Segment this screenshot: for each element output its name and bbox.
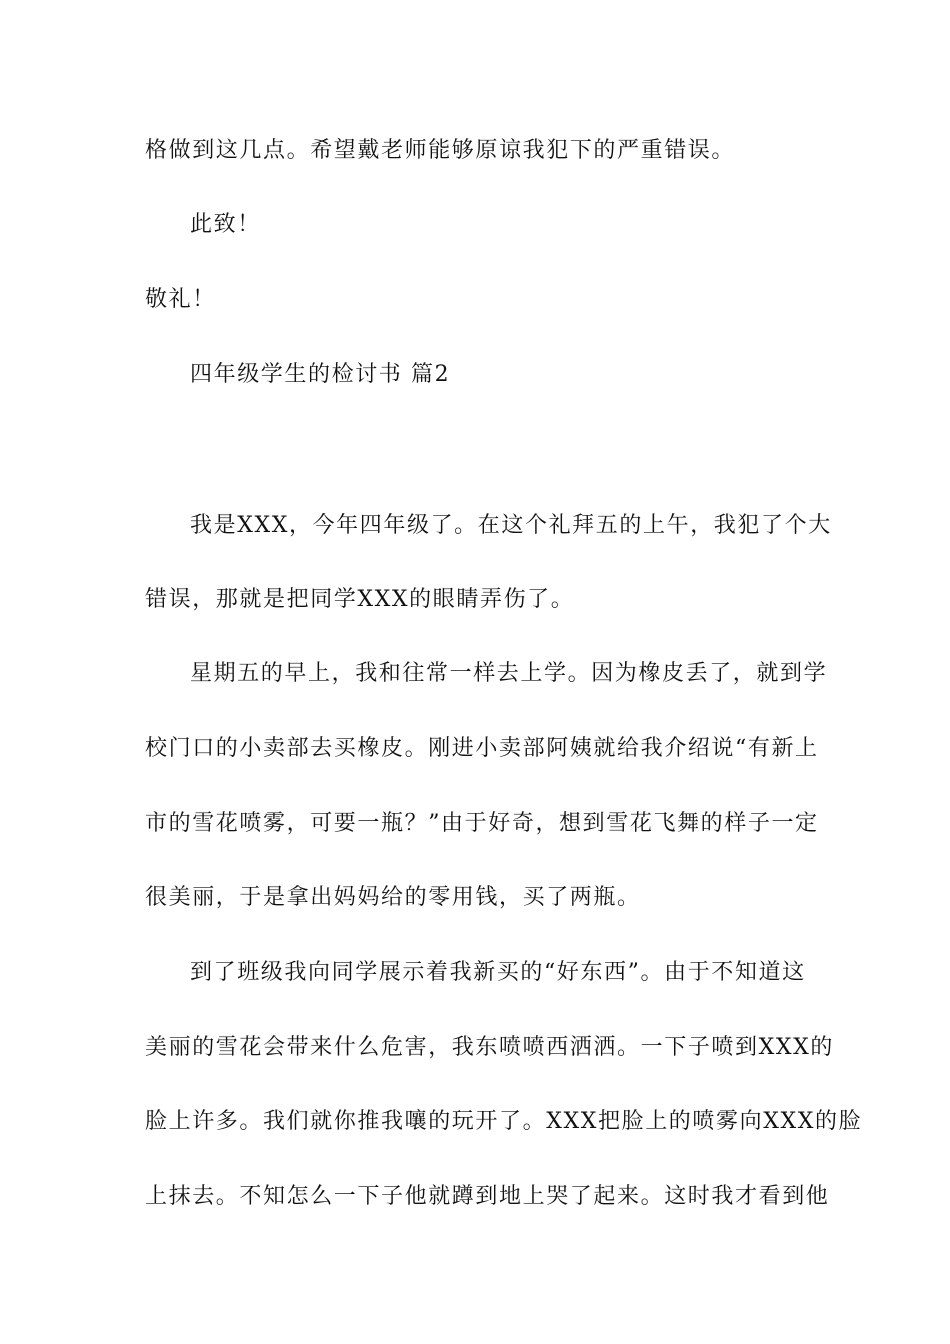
- text-line-closing-sentence: 格做到这几点。希望戴老师能够原谅我犯下的严重错误。: [145, 138, 736, 163]
- paragraph-3-line-4: 上抹去。不知怎么一下子他就蹲到地上哭了起来。这时我才看到他: [145, 1184, 830, 1209]
- paragraph-3-line-2: 美丽的雪花会带来什么危害，我东喷喷西洒洒。一下子喷到XXX的: [145, 1035, 834, 1060]
- paragraph-2-line-1: 星期五的早上，我和往常一样去上学。因为橡皮丢了，就到学: [190, 661, 828, 686]
- paragraph-2-line-4: 很美丽，于是拿出妈妈给的零用钱，买了两瓶。: [145, 885, 641, 910]
- paragraph-3-line-1: 到了班级我向同学展示着我新买的“好东西”。由于不知道这: [190, 960, 806, 985]
- text-line-regards: 敬礼！: [145, 287, 216, 312]
- section-heading: 四年级学生的检讨书 篇2: [190, 362, 451, 387]
- paragraph-3-line-3: 脸上许多。我们就你推我嚷的玩开了。XXX把脸上的喷雾向XXX的脸: [145, 1109, 863, 1134]
- paragraph-2-line-2: 校门口的小卖部去买橡皮。刚进小卖部阿姨就给我介绍说“有新上: [145, 736, 819, 761]
- text-line-salutation: 此致！: [190, 212, 261, 237]
- paragraph-1-line-1: 我是XXX，今年四年级了。在这个礼拜五的上午，我犯了个大: [190, 513, 832, 538]
- paragraph-1-line-2: 错误，那就是把同学XXX的眼睛弄伤了。: [145, 587, 575, 612]
- paragraph-2-line-3: 市的雪花喷雾，可要一瓶？”由于好奇，想到雪花飞舞的样子一定: [145, 811, 819, 836]
